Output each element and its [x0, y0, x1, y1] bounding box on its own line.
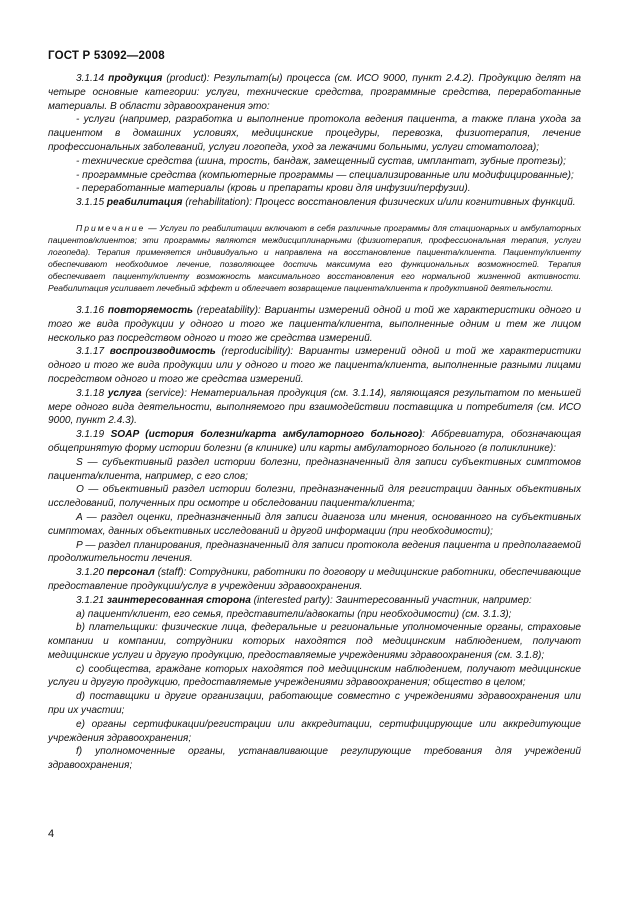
term: заинтересованная сторона: [106, 594, 251, 606]
list-item: - технические средства (шина, трость, бандаж, замещенный сустав, имплантат, зубные протезы);: [76, 155, 566, 167]
list-item: A — раздел оценки, предназначенный для записи диагноза или мнения, основанного на субъективных симптомах, данных объективных исследований и другой информации (при необходимости);: [48, 511, 581, 537]
definition-paragraph: 3.1.16 повторяемость (repeatability): Варианты измерений одной и той же характеристики одного и того же вида продукции у одного и того же пациента/клиента, выполненные одним и тем же лицом несколько раз посредством одного и того же средства измерений.: [48, 304, 581, 344]
definition-paragraph: 3.1.17 воспроизводимость (reproducibility): Варианты измерений одной и той же характеристики одного и того же вида продукции или у одного и того же пациента/клиента, выполненные разными лицами посредством одного и того же средства измерений.: [48, 346, 581, 385]
term: продукция: [108, 73, 163, 84]
list-item: O — объективный раздел истории болезни, предназначенный для регистрации данных объективных исследований, полученных при осмотре и обследовании пациента/клиента;: [48, 484, 581, 510]
list-item: d) поставщики и другие организации, работающие совместно с учреждениями здравоохранения или при их участии;: [48, 691, 581, 717]
definition-paragraph: 3.1.18 услуга (service): Нематериальная продукция (см. 3.1.14), являющаяся результатом по меньшей мере одного вида деятельности, выполняемого при взаимодействии поставщика и потребителя (см. ИСО 9000, пункт 2.4.3).: [48, 387, 581, 427]
list-item: - услуги (например, разработка и выполнение протокола ведения пациента, а также плана ухода за пациентом в домашних условиях, медицинские процедуры, перевозка, физиотерапия, лечение профессиональных заболеваний, услуги логопеда, уход за лежачими больными, услуги стоматолога);: [48, 114, 581, 153]
list-item: b) плательщики: физические лица, федеральные и региональные уполномоченные органы, страховые компании и компании, сотрудники которых находятся под медицинским наблюдением, получают медицинские услуги и другую продукцию, предоставляемые учреждениями здравоохранения (см. 3.1.8);: [48, 622, 581, 661]
term: услуга: [107, 387, 142, 399]
note-paragraph: Примечание — Услуги по реабилитации включают в себя различные программы для стационарных и амбулаторных пациентов/клиентов; эти программы являются междисциплинарными (физиотерапия, профессиональная терапия, услуги логопеда). Терапия применяется индивидуально и направлена на восстановление пациента/клиента. Пациенту/клиенту обеспечивают необходимое лечение, позволяющее достичь максимума его функциональных возможностей. Терапия обеспечивает пациенту/клиенту возможность максимального восстановления его нормальной жизненной активности. Реабилитация усиливает лечебный эффект и облегчает возвращение пациента/клиента к продуктивной деятельности.: [48, 222, 581, 293]
list-item: S — субъективный раздел истории болезни, предназначенный для записи субъективных симптомов пациента/клиента, например, с его слов;: [48, 456, 581, 482]
list-item: - переработанные материалы (кровь и препараты крови для инфузии/перфузии).: [76, 183, 471, 195]
term: персонал: [106, 567, 155, 579]
list-item: e) органы сертификации/регистрации или аккредитации, сертифицирующие или аккредитующие учреждения здравоохранения;: [48, 718, 581, 744]
term: повторяемость: [107, 304, 194, 316]
page-number: 4: [48, 828, 55, 840]
document-header: ГОСТ Р 53092—2008: [48, 50, 165, 62]
list-item: c) сообщества, граждане которых находятся под медицинским наблюдением, получают медицинские услуги и другую продукцию, предоставляемые учреждениями здравоохранения; общество в целом;: [48, 663, 581, 689]
note-label: Примечание: [76, 222, 146, 233]
term: реабилитация: [106, 197, 183, 209]
list-item: - программные средства (компьютерные программы — специализированные или модифицированные);: [76, 169, 574, 181]
definition-paragraph: 3.1.20 персонал (staff): Сотрудники, работники по договору и медицинские работники, обеспечивающие предоставление продукции/услуг в учреждении здравоохранения.: [48, 567, 581, 592]
term: SOAP (история болезни/карта амбулаторного больного): [110, 429, 423, 441]
document-body: [48, 72, 581, 773]
definition-paragraph: 3.1.21 заинтересованная сторона (interested party): Заинтересованный участник, например:: [76, 594, 532, 606]
definition-paragraph: 3.1.14 продукция (product): Результат(ы) процесса (см. ИСО 9000, пункт 2.4.2). Продукцию делят на четыре основные категории: услуги, технические средства, программные средства, переработанные материалы. В области здравоохранения это:: [48, 73, 581, 112]
definition-paragraph: 3.1.19 SOAP (история болезни/карта амбулаторного больного): Аббревиатура, обозначающая общепринятую форму истории болезни (в клинике) или карты амбулаторного больного (в поликлинике):: [48, 429, 581, 454]
term: воспроизводимость: [109, 346, 216, 358]
list-item: P — раздел планирования, предназначенный для записи протокола ведения пациента и предполагаемой продолжительности лечения.: [48, 539, 581, 565]
definition-paragraph: 3.1.15 реабилитация (rehabilitation): Процесс восстановления физических и/или когнитивных функций.: [76, 197, 576, 209]
list-item: f) уполномоченные органы, устанавливающие регулирующие требования для учреждений здравоохранения;: [48, 746, 581, 772]
list-item: a) пациент/клиент, его семья, представители/адвокаты (при необходимости) (см. 3.1.3);: [76, 608, 512, 620]
